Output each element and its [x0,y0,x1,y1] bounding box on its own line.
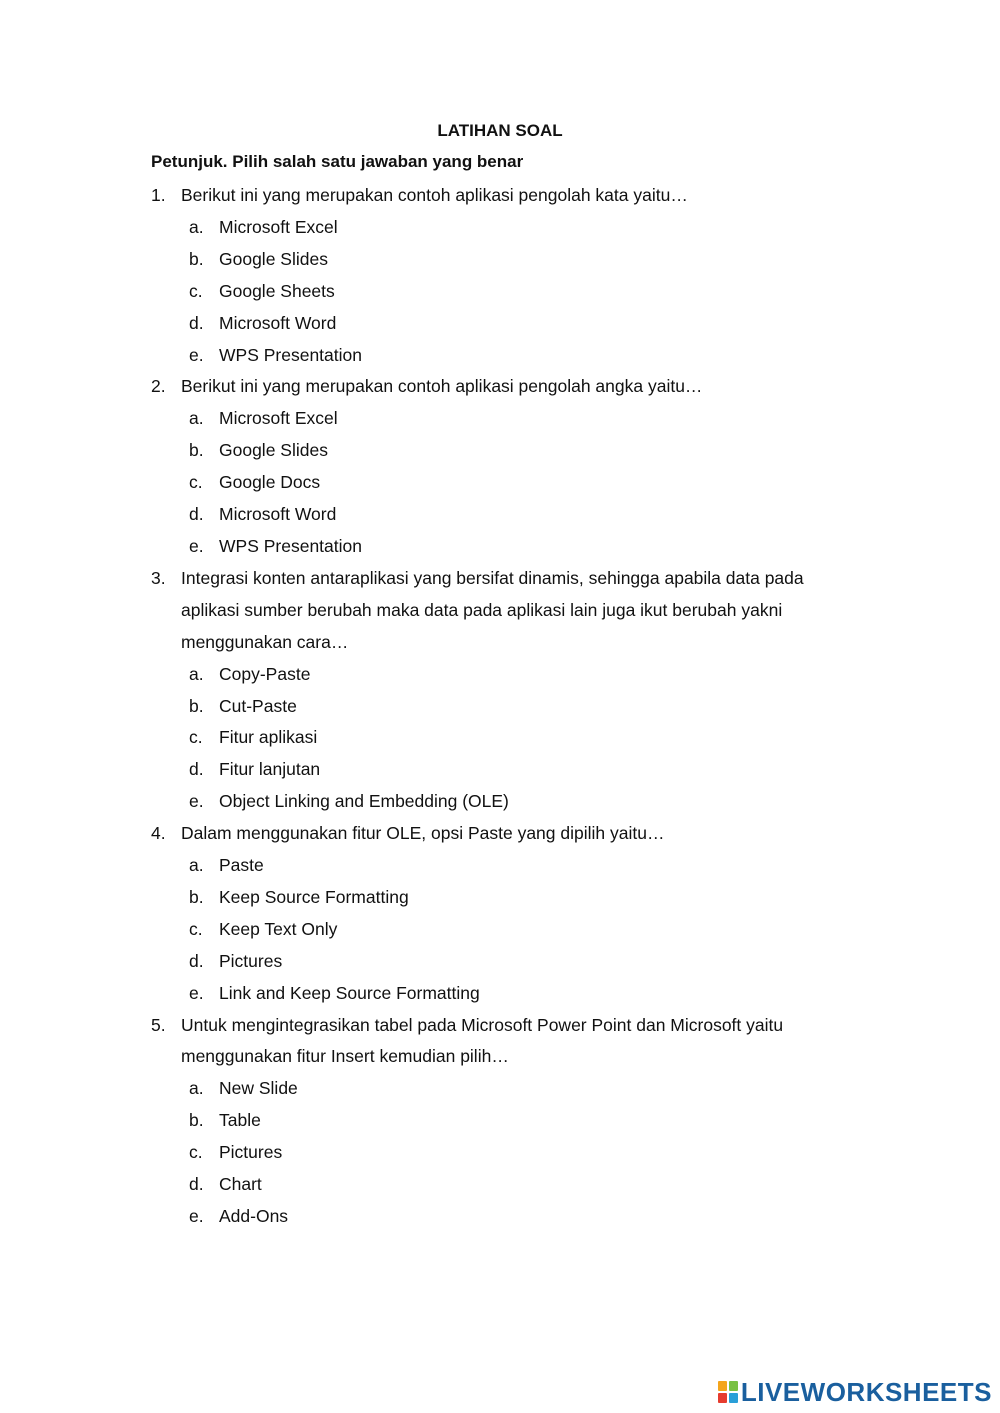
option-text: Keep Text Only [219,918,338,939]
answer-option [181,308,851,340]
option-letter: b. [189,248,204,269]
option-letter: a. [189,855,204,876]
option-list [181,212,851,372]
answer-option [181,435,851,467]
option-letter: c. [189,918,203,939]
page-title: LATIHAN SOAL [437,121,563,140]
answer-option [181,946,851,978]
question-text: Berikut ini yang merupakan contoh aplikasi pengolah kata yaitu… [181,185,688,205]
option-text: Fitur lanjutan [219,759,321,780]
option-letter: d. [189,759,204,780]
option-letter: d. [189,312,204,333]
option-list [181,659,851,819]
option-list [181,850,851,1010]
option-letter: d. [189,1174,204,1195]
option-text: Fitur aplikasi [219,727,318,748]
question-item [151,180,851,371]
option-letter: a. [189,1078,204,1099]
option-letter: d. [189,950,204,971]
option-list [181,403,851,563]
option-text: Cut-Paste [219,695,297,716]
answer-option [181,691,851,723]
option-letter: c. [189,472,203,493]
option-text: Google Slides [219,440,328,461]
option-text: WPS Presentation [219,344,362,365]
option-text: Copy-Paste [219,663,311,684]
option-letter: a. [189,663,204,684]
option-letter: e. [189,344,204,365]
option-letter: b. [189,440,204,461]
option-text: Link and Keep Source Formatting [219,982,480,1003]
option-letter: e. [189,791,204,812]
logo-text: LIVEWORKSHEETS [740,1377,992,1407]
option-letter: b. [189,886,204,907]
question-item [151,818,851,1009]
option-text: Microsoft Word [219,312,337,333]
option-letter: a. [189,216,204,237]
answer-option [181,244,851,276]
option-text: Object Linking and Embedding (OLE) [219,791,509,812]
option-text: Google Docs [219,472,321,493]
instruction-text: Petunjuk. Pilih salah satu jawaban yang benar [151,152,524,171]
answer-option [181,1073,851,1105]
option-letter: c. [189,280,203,301]
answer-option [181,659,851,691]
option-letter: a. [189,408,204,429]
option-letter: e. [189,1206,204,1226]
question-number: 3. [151,567,166,588]
question-number: 4. [151,823,166,844]
option-list [181,1073,851,1233]
answer-option [181,1137,851,1169]
logo-square-icon [729,1381,738,1391]
option-text: WPS Presentation [219,535,362,556]
option-letter: b. [189,695,204,716]
option-text: Table [219,1110,261,1131]
answer-option [181,722,851,754]
option-text: Chart [219,1174,262,1195]
option-letter: c. [189,1142,203,1163]
question-list [151,180,851,1233]
question-text: Integrasi konten antaraplikasi yang bersifat dinamis, sehingga apabila data pada aplikasi sumber berubah maka data pada aplikasi lain juga ikut berubah yakni menggunakan cara… [181,567,804,652]
question-text: Berikut ini yang merupakan contoh aplikasi pengolah angka yaitu… [181,376,703,397]
option-text: Google Sheets [219,280,335,301]
answer-option [181,786,851,818]
option-text: Microsoft Excel [219,408,338,429]
option-text: Microsoft Word [219,504,337,525]
option-letter: e. [189,535,204,556]
answer-option [181,882,851,914]
question-item [151,371,851,562]
answer-option [181,276,851,308]
logo-square-icon [718,1393,727,1403]
liveworksheets-logo-icon [718,1381,738,1403]
logo-square-icon [729,1393,738,1403]
option-text: Pictures [219,950,283,971]
option-letter: d. [189,504,204,525]
option-letter: e. [189,982,204,1003]
question-number: 2. [151,376,166,397]
question-number: 5. [151,1014,166,1035]
option-text: Paste [219,855,264,876]
question-text: Dalam menggunakan fitur OLE, opsi Paste yang dipilih yaitu… [181,823,665,844]
answer-option [181,1169,851,1201]
question-item [151,563,851,818]
answer-option [181,340,851,372]
option-text: Pictures [219,1142,283,1163]
answer-option [181,499,851,531]
option-text: New Slide [219,1078,298,1099]
question-text: Untuk mengintegrasikan tabel pada Microsoft Power Point dan Microsoft yaitu menggunakan fitur Insert kemudian pilih… [181,1014,784,1067]
answer-option [181,467,851,499]
answer-option [181,850,851,882]
option-text: Microsoft Excel [219,216,338,237]
question-number: 1. [151,185,166,205]
liveworksheets-logo [718,1377,992,1407]
answer-option [181,754,851,786]
option-text: Add-Ons [219,1206,289,1226]
answer-option [181,212,851,244]
option-letter: b. [189,1110,204,1131]
option-text: Google Slides [219,248,328,269]
option-text: Keep Source Formatting [219,886,409,907]
answer-option [181,978,851,1010]
answer-option [181,914,851,946]
answer-option [181,1105,851,1137]
question-item [151,1010,851,1233]
answer-option [181,531,851,563]
option-letter: c. [189,727,203,748]
logo-square-icon [718,1381,727,1391]
answer-option [181,1201,851,1233]
answer-option [181,403,851,435]
